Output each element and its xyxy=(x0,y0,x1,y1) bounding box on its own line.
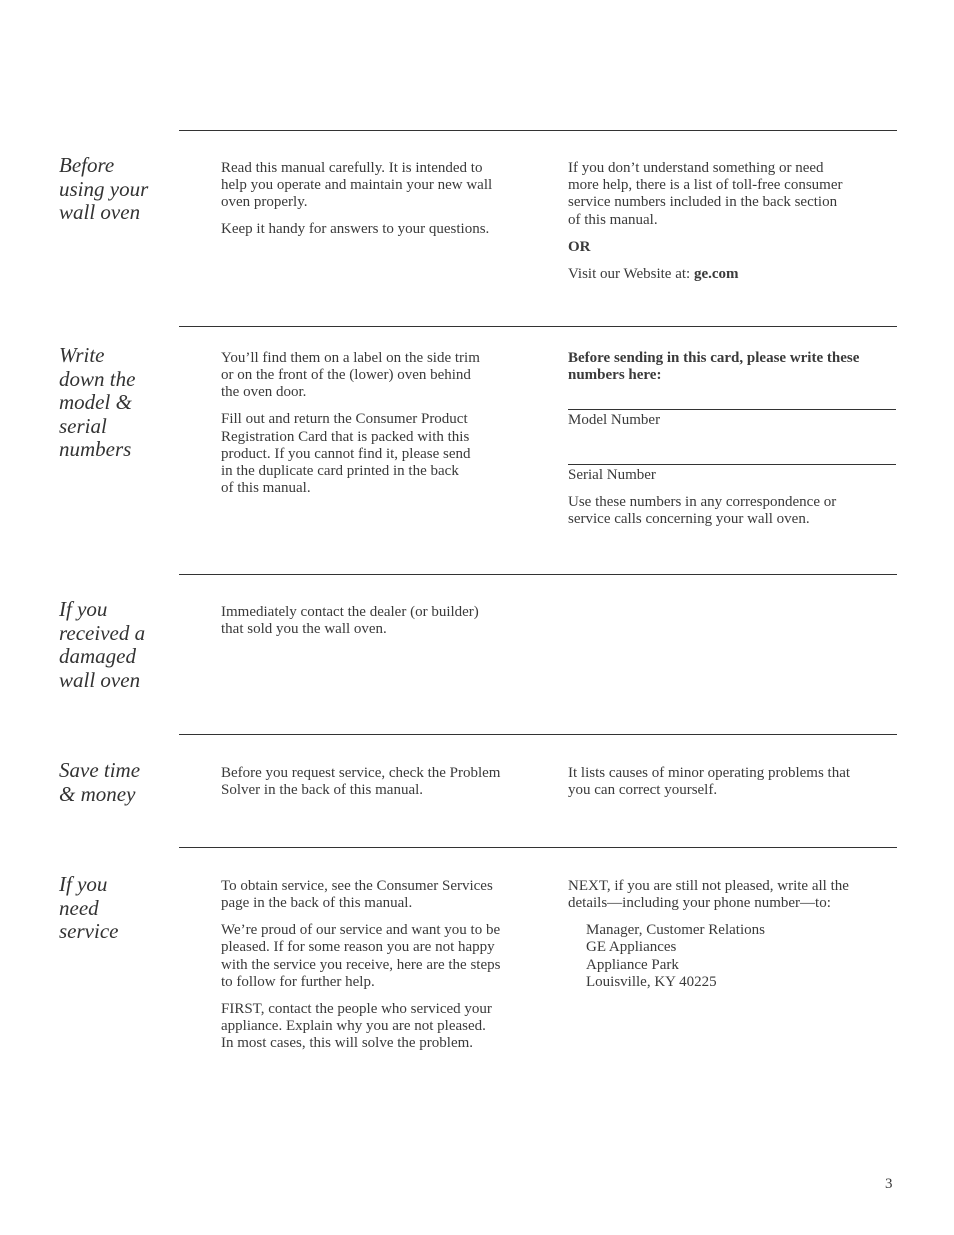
page-number: 3 xyxy=(885,1176,893,1192)
paragraph: Immediately contact the dealer (or builder) that sold you the wall oven. xyxy=(221,604,479,638)
paragraph: It lists causes of minor operating problems that you can correct yourself. xyxy=(568,765,851,799)
section-heading-save-time: Save time & money xyxy=(59,758,141,806)
paragraph: Fill out and return the Consumer Product Registration Card that is packed with this product. If you cannot find it, please send in the duplicate card printed in the back of this manual. xyxy=(221,411,471,497)
write-down-left-column xyxy=(221,350,546,507)
mailing-address: Manager, Customer Relations GE Appliances Appliance Park Louisville, KY 40225 xyxy=(586,922,765,990)
serial-number-fill-line[interactable] xyxy=(568,464,896,465)
service-right-column xyxy=(568,878,898,1001)
numbers-usage-note: Use these numbers in any correspondence or service calls concerning your wall oven. xyxy=(568,494,837,528)
section-divider xyxy=(179,574,897,575)
serial-number-label: Serial Number xyxy=(568,467,656,483)
write-numbers-instruction: Before sending in this card, please write these numbers here: xyxy=(568,350,860,384)
website-link[interactable]: ge.com xyxy=(693,265,739,282)
paragraph: You’ll find them on a label on the side trim or on the front of the (lower) oven behind the oven door. xyxy=(221,350,480,401)
section-heading-write-down-numbers: Write down the model & serial numbers xyxy=(59,343,136,461)
section-heading-need-service: If you need service xyxy=(59,872,119,943)
paragraph: Read this manual carefully. It is intended to help you operate and maintain your new wall oven properly. xyxy=(221,160,493,211)
before-left-column xyxy=(221,160,546,248)
damaged-left-column xyxy=(221,604,546,648)
section-divider xyxy=(179,326,897,327)
paragraph: NEXT, if you are still not pleased, write all the details—including your phone number—to: xyxy=(568,878,849,912)
before-right-column xyxy=(568,160,898,293)
paragraph: To obtain service, see the Consumer Services page in the back of this manual. xyxy=(221,878,493,912)
save-right-column xyxy=(568,765,898,809)
section-divider xyxy=(179,734,897,735)
service-left-column xyxy=(221,878,546,1062)
section-heading-before-using: Before using your wall oven xyxy=(59,153,149,224)
paragraph: FIRST, contact the people who serviced your appliance. Explain why you are not pleased. In most cases, this will solve the problem. xyxy=(221,1000,492,1052)
section-divider xyxy=(179,130,897,131)
section-divider xyxy=(179,847,897,848)
model-number-fill-line[interactable] xyxy=(568,409,896,410)
save-left-column xyxy=(221,765,546,809)
paragraph: We’re proud of our service and want you to be pleased. If for some reason you are not happy with the service you receive, here are the steps to follow for further help. xyxy=(221,922,501,990)
paragraph: Keep it handy for answers to your questions. xyxy=(221,221,490,238)
or-text: OR xyxy=(568,238,591,255)
website-line: Visit our Website at: ge.com xyxy=(568,265,739,282)
section-heading-damaged-oven: If you received a damaged wall oven xyxy=(59,597,146,692)
paragraph: Before you request service, check the Problem Solver in the back of this manual. xyxy=(221,765,501,799)
model-number-label: Model Number xyxy=(568,412,661,428)
paragraph: If you don’t understand something or need more help, there is a list of toll-free consumer service numbers included in the back section of this manual. xyxy=(568,160,843,228)
